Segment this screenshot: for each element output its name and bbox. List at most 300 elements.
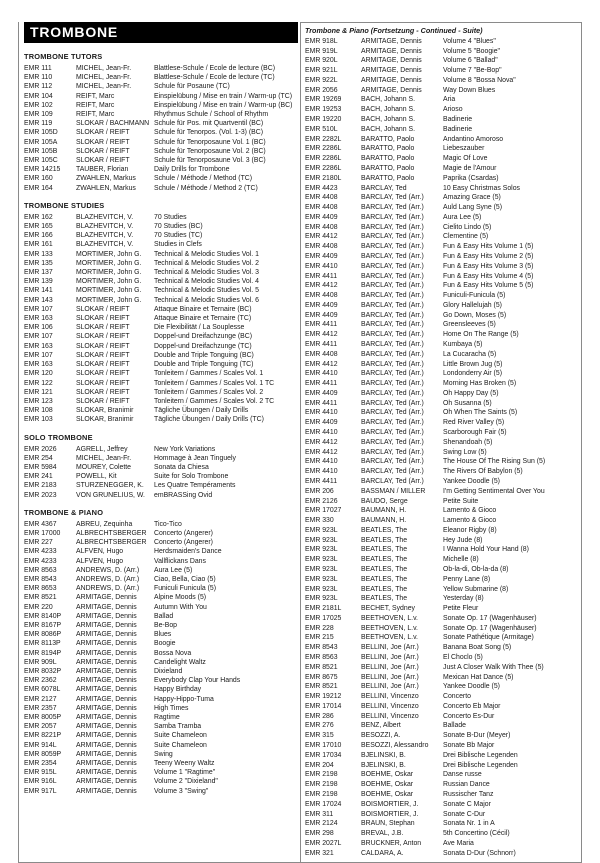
composer-name: BEATLES, The — [361, 546, 408, 554]
catalog-code: EMR 4412 — [305, 360, 338, 368]
piece-title: Magic Of Love — [443, 155, 488, 163]
catalog-code: EMR 4410 — [305, 262, 338, 270]
catalog-code: EMR 107 — [24, 333, 53, 341]
catalog-code: EMR 204 — [305, 761, 334, 769]
right-rows — [305, 37, 578, 859]
catalog-row — [305, 95, 578, 105]
catalog-row — [24, 584, 296, 593]
catalog-code: EMR 2198 — [305, 790, 338, 798]
catalog-row — [305, 37, 578, 47]
piece-title: Red River Valley (5) — [443, 419, 505, 427]
piece-title: Candelight Waltz — [154, 658, 206, 666]
composer-name: BENZ, Albert — [361, 722, 401, 730]
catalog-row — [305, 624, 578, 634]
catalog-code: EMR 8563 — [305, 654, 338, 662]
composer-name: BARCLAY, Ted (Arr.) — [361, 194, 424, 202]
piece-title: Aura Lee (5) — [154, 566, 193, 574]
catalog-code: EMR 17034 — [305, 751, 342, 759]
piece-title: Technical & Melodic Studies Vol. 6 — [154, 296, 259, 304]
catalog-code: EMR 922L — [305, 76, 338, 84]
composer-name: BARCLAY, Ted (Arr.) — [361, 438, 424, 446]
catalog-row — [305, 614, 578, 624]
catalog-code: EMR 119 — [24, 120, 53, 128]
catalog-code: EMR 4367 — [24, 520, 57, 528]
catalog-code: EMR 228 — [305, 624, 334, 632]
catalog-row — [24, 676, 296, 685]
composer-name: ARMITAGE, Dennis — [361, 57, 422, 65]
composer-name: BOEHME, Oskar — [361, 771, 414, 779]
catalog-row — [24, 147, 296, 156]
piece-title: High Times — [154, 704, 189, 712]
catalog-row — [305, 408, 578, 418]
piece-title: Magie de l'Amour — [443, 164, 497, 172]
composer-name: AGRELL, Jeffrey — [76, 445, 128, 453]
composer-name: BEETHOVEN, L.v. — [361, 624, 418, 632]
piece-title: Einspielübung / Mise en train / Warm-up (TC) — [154, 92, 292, 100]
catalog-code: EMR 2056 — [305, 86, 338, 94]
composer-name: BEATLES, The — [361, 595, 408, 603]
composer-name: BARATTO, Paolo — [361, 174, 415, 182]
piece-title: Schule für Pos. mit Quartventil (BC) — [154, 120, 264, 128]
catalog-row — [305, 819, 578, 829]
catalog-code: EMR 923L — [305, 565, 338, 573]
piece-title: The Rivers Of Babylon (5) — [443, 468, 523, 476]
piece-title: Mexican Hat Dance (5) — [443, 673, 514, 681]
piece-title: 70 Studies — [154, 213, 187, 221]
catalog-row — [305, 497, 578, 507]
piece-title: 70 Studies (BC) — [154, 223, 203, 231]
catalog-code: EMR 2198 — [305, 781, 338, 789]
catalog-code: EMR 8543 — [305, 644, 338, 652]
composer-name: BARCLAY, Ted (Arr.) — [361, 252, 424, 260]
composer-name: ARMITAGE, Dennis — [361, 67, 422, 75]
composer-name: BRAUN, Stephan — [361, 820, 415, 828]
composer-name: BARCLAY, Ted (Arr.) — [361, 380, 424, 388]
composer-name: SLOKAR / REIFT — [76, 305, 130, 313]
catalog-code: EMR 161 — [24, 241, 53, 249]
piece-title: Volume 4 "Blues" — [443, 37, 496, 45]
piece-title: Sonate Op. 17 (Wagenhäuser) — [443, 624, 537, 632]
composer-name: SLOKAR / REIFT — [76, 342, 130, 350]
piece-title: Tägliche Übungen / Daily Drills (TC) — [154, 416, 264, 424]
catalog-row — [305, 487, 578, 497]
composer-name: MORTIMER, John G. — [76, 269, 142, 277]
catalog-row — [305, 849, 578, 859]
catalog-row — [24, 639, 296, 648]
composer-name: BARCLAY, Ted (Arr.) — [361, 360, 424, 368]
piece-title: Tonleitern / Gammes / Scales Vol. 1 — [154, 370, 264, 378]
catalog-row — [24, 750, 296, 759]
right-column — [300, 22, 582, 863]
composer-name: BARCLAY, Ted (Arr.) — [361, 350, 424, 358]
composer-name: ARMITAGE, Dennis — [361, 37, 422, 45]
catalog-code: EMR 4410 — [305, 409, 338, 417]
composer-name: ARMITAGE, Dennis — [76, 640, 137, 648]
page-content — [18, 22, 582, 863]
catalog-row — [24, 538, 296, 547]
composer-name: ARMITAGE, Dennis — [76, 612, 137, 620]
composer-name: ALBRECHTSBERGER — [76, 529, 147, 537]
catalog-code: EMR 8221P — [24, 732, 62, 740]
piece-title: Funiculi Funicula (5) — [154, 585, 217, 593]
composer-name: BELLINI, Vincenzo — [361, 693, 419, 701]
catalog-code: EMR 4412 — [305, 331, 338, 339]
catalog-code: EMR 141 — [24, 287, 53, 295]
catalog-code: EMR 4423 — [305, 184, 338, 192]
section-heading: TROMBONE STUDIES — [24, 200, 105, 210]
catalog-code: EMR 105B — [24, 147, 58, 155]
catalog-row — [305, 467, 578, 477]
piece-title: Studies in Clefs — [154, 241, 202, 249]
composer-name: BARCLAY, Ted (Arr.) — [361, 301, 424, 309]
composer-name: BARCLAY, Ted (Arr.) — [361, 419, 424, 427]
composer-name: ARMITAGE, Dennis — [361, 86, 422, 94]
composer-name: MICHEL, Jean-Fr. — [76, 74, 132, 82]
catalog-row — [24, 277, 296, 286]
catalog-code: EMR 923L — [305, 595, 338, 603]
composer-name: BOISMORTIER, J. — [361, 810, 419, 818]
piece-title: Kumbaya (5) — [443, 341, 483, 349]
composer-name: BEATLES, The — [361, 565, 408, 573]
piece-title: Be-Bop — [154, 621, 177, 629]
piece-title: Cielito Lindo (5) — [443, 223, 492, 231]
catalog-row — [24, 165, 296, 174]
catalog-code: EMR 112 — [24, 83, 53, 91]
composer-name: ARMITAGE, Dennis — [76, 723, 137, 731]
page-title: TROMBONE — [24, 22, 298, 43]
piece-title: Shenandoah (5) — [443, 438, 493, 446]
catalog-code: EMR 4233 — [24, 548, 57, 556]
piece-title: Swing — [154, 750, 173, 758]
catalog-row — [305, 663, 578, 673]
catalog-row — [305, 457, 578, 467]
piece-title: Drei Biblische Legenden — [443, 751, 518, 759]
catalog-row — [305, 477, 578, 487]
composer-name: SLOKAR / REIFT — [76, 315, 130, 323]
catalog-row — [24, 520, 296, 529]
catalog-row — [24, 128, 296, 137]
piece-title: Daily Drills for Trombone — [154, 166, 230, 174]
catalog-code: EMR 4409 — [305, 311, 338, 319]
catalog-code: EMR 2198 — [305, 771, 338, 779]
catalog-code: EMR 8194P — [24, 649, 62, 657]
composer-name: SLOKAR / BACHMANN — [76, 120, 150, 128]
catalog-code: EMR 8653 — [24, 585, 57, 593]
piece-title: Attaque Binaire et Ternaire (BC) — [154, 305, 252, 313]
catalog-row — [24, 741, 296, 750]
piece-title: Ballade — [443, 722, 466, 730]
piece-title: Badinerie — [443, 125, 473, 133]
piece-title: Double and Triple Tonguing (BC) — [154, 351, 254, 359]
piece-title: Little Brown Jug (5) — [443, 360, 503, 368]
composer-name: ARMITAGE, Dennis — [76, 594, 137, 602]
catalog-row — [24, 759, 296, 768]
piece-title: Volume 2 "Dixieland" — [154, 778, 218, 786]
catalog-row — [305, 575, 578, 585]
catalog-code: EMR 917L — [24, 787, 57, 795]
catalog-row — [305, 604, 578, 614]
composer-name: BESOZZI, Alessandro — [361, 742, 429, 750]
composer-name: BASSMAN / MILLER — [361, 487, 426, 495]
composer-name: BESOZZI, A. — [361, 732, 401, 740]
catalog-code: EMR 2357 — [24, 704, 57, 712]
catalog-code: EMR 107 — [24, 351, 53, 359]
catalog-code: EMR 4409 — [305, 252, 338, 260]
composer-name: BARCLAY, Ted (Arr.) — [361, 243, 424, 251]
section-heading: SOLO TROMBONE — [24, 432, 93, 442]
composer-name: ARMITAGE, Dennis — [76, 704, 137, 712]
piece-title: Double and Triple Tonguing (TC) — [154, 361, 254, 369]
catalog-code: EMR 330 — [305, 517, 334, 525]
catalog-code: EMR 923L — [305, 585, 338, 593]
composer-name: BEATLES, The — [361, 556, 408, 564]
composer-name: BELLINI, Joe (Arr.) — [361, 683, 419, 691]
catalog-code: EMR 923L — [305, 556, 338, 564]
composer-name: ARMITAGE, Dennis — [76, 778, 137, 786]
catalog-row — [24, 731, 296, 740]
catalog-row — [24, 603, 296, 612]
catalog-code: EMR 110 — [24, 74, 53, 82]
composer-name: ARMITAGE, Dennis — [76, 769, 137, 777]
composer-name: BARCLAY, Ted (Arr.) — [361, 223, 424, 231]
catalog-row — [24, 332, 296, 341]
piece-title: Badinerie — [443, 116, 473, 124]
catalog-code: EMR 4411 — [305, 321, 338, 329]
catalog-row — [24, 342, 296, 351]
left-sections — [24, 52, 296, 796]
piece-title: Oh Happy Day (5) — [443, 389, 499, 397]
section-rows — [24, 445, 296, 500]
catalog-code: EMR 4410 — [305, 458, 338, 466]
catalog-row — [24, 240, 296, 249]
piece-title: Doppel-und Dreifachzunge (TC) — [154, 342, 252, 350]
composer-name: BARCLAY, Ted (Arr.) — [361, 409, 424, 417]
catalog-code: EMR 2126 — [305, 497, 338, 505]
composer-name: BOISMORTIER, J. — [361, 800, 419, 808]
catalog-code: EMR 4233 — [24, 557, 57, 565]
catalog-row — [305, 369, 578, 379]
piece-title: Yellow Submarine (8) — [443, 585, 509, 593]
catalog-row — [24, 259, 296, 268]
composer-name: ABREU, Zequinha — [76, 520, 133, 528]
catalog-code: EMR 2183 — [24, 482, 57, 490]
composer-name: BARCLAY, Ted (Arr.) — [361, 389, 424, 397]
piece-title: Sonate Op. 17 (Wagenhäuser) — [443, 614, 537, 622]
piece-title: Paprika (Csardas) — [443, 174, 499, 182]
catalog-code: EMR 165 — [24, 223, 53, 231]
catalog-row — [24, 630, 296, 639]
composer-name: BOEHME, Oskar — [361, 790, 414, 798]
composer-name: MORTIMER, John G. — [76, 287, 142, 295]
piece-title: Tonleitern / Gammes / Scales Vol. 1 TC — [154, 379, 275, 387]
piece-title: Volume 7 "Be-Bop" — [443, 67, 502, 75]
catalog-row — [305, 829, 578, 839]
piece-title: Suite for Solo Trombone — [154, 473, 229, 481]
piece-title: Happy Birthday — [154, 686, 202, 694]
catalog-row — [305, 86, 578, 96]
catalog-code: EMR 19253 — [305, 106, 342, 114]
composer-name: REIFT, Marc — [76, 101, 115, 109]
catalog-code: EMR 2057 — [24, 723, 57, 731]
catalog-row — [24, 547, 296, 556]
composer-name: SLOKAR / REIFT — [76, 324, 130, 332]
catalog-row — [24, 296, 296, 305]
piece-title: Yesterday (8) — [443, 595, 484, 603]
catalog-row — [305, 692, 578, 702]
composer-name: MICHEL, Jean-Fr. — [76, 65, 132, 72]
composer-name: ARMITAGE, Dennis — [76, 649, 137, 657]
composer-name: ANDREWS, D. (Arr.) — [76, 575, 140, 583]
piece-title: I Wanna Hold Your Hand (8) — [443, 546, 529, 554]
piece-title: Vallflickans Dans — [154, 557, 206, 565]
catalog-code: EMR 923L — [305, 546, 338, 554]
piece-title: Suite Chameleon — [154, 741, 207, 749]
composer-name: ARMITAGE, Dennis — [361, 76, 422, 84]
catalog-row — [305, 242, 578, 252]
composer-name: BARCLAY, Ted (Arr.) — [361, 262, 424, 270]
piece-title: I'm Getting Sentimental Over You — [443, 487, 545, 495]
composer-name: ARMITAGE, Dennis — [76, 714, 137, 721]
catalog-row — [305, 721, 578, 731]
piece-title: Happy-Hippo-Tuma — [154, 695, 214, 703]
piece-title: Petite Fleur — [443, 605, 479, 613]
piece-title: emBRASSing Ovid — [154, 491, 213, 499]
catalog-row — [305, 702, 578, 712]
catalog-code: EMR 8140P — [24, 612, 62, 620]
catalog-row — [24, 213, 296, 222]
composer-name: BEATLES, The — [361, 536, 408, 544]
composer-name: BLAZHEVITCH, V. — [76, 241, 134, 249]
piece-title: Technical & Melodic Studies Vol. 2 — [154, 259, 259, 267]
catalog-code: EMR 919L — [305, 47, 338, 55]
composer-name: BAUMANN, H. — [361, 507, 407, 515]
catalog-row — [305, 281, 578, 291]
catalog-code: EMR 920L — [305, 57, 338, 65]
catalog-code: EMR 163 — [24, 342, 53, 350]
composer-name: BELLINI, Joe (Arr.) — [361, 654, 419, 662]
piece-title: Lamento & Gioco — [443, 517, 497, 525]
piece-title: Everybody Clap Your Hands — [154, 677, 241, 685]
catalog-row — [305, 164, 578, 174]
piece-title: Schule für Tenorposaune Vol. 2 (BC) — [154, 147, 266, 155]
catalog-code: EMR 4412 — [305, 233, 338, 241]
composer-name: ALFVEN, Hugo — [76, 548, 124, 556]
piece-title: Drei Biblische Legenden — [443, 761, 518, 769]
composer-name: TAUBER, Florian — [76, 166, 129, 174]
piece-title: Tägliche Übungen / Daily Drills — [154, 407, 249, 415]
catalog-row — [305, 232, 578, 242]
piece-title: La Cucaracha (5) — [443, 350, 497, 358]
piece-title: 70 Studies (TC) — [154, 232, 203, 240]
composer-name: BARCLAY, Ted (Arr.) — [361, 282, 424, 290]
catalog-row — [24, 529, 296, 538]
composer-name: ARMITAGE, Dennis — [76, 603, 137, 611]
piece-title: Swing Low (5) — [443, 448, 487, 456]
composer-name: MICHEL, Jean-Fr. — [76, 83, 132, 91]
piece-title: Auld Lang Syne (5) — [443, 204, 502, 212]
composer-name: BECHET, Sydney — [361, 605, 415, 613]
catalog-code: EMR 137 — [24, 269, 53, 277]
piece-title: Blues — [154, 631, 172, 639]
catalog-row — [24, 768, 296, 777]
catalog-row — [24, 704, 296, 713]
piece-title: Sonata Nr. 1 in A — [443, 820, 495, 828]
composer-name: BARCLAY, Ted (Arr.) — [361, 448, 424, 456]
piece-title: Teeny Weeny Waltz — [154, 760, 215, 768]
catalog-code: EMR 8521 — [305, 663, 338, 671]
catalog-code: EMR 315 — [305, 732, 334, 740]
piece-title: Attaque Binaire et Ternaire (TC) — [154, 315, 252, 323]
composer-name: BARCLAY, Ted (Arr.) — [361, 399, 424, 407]
catalog-row — [24, 667, 296, 676]
catalog-row — [24, 787, 296, 796]
section-heading: TROMBONE & PIANO — [24, 507, 104, 517]
section-rows — [24, 64, 296, 193]
composer-name: ARMITAGE, Dennis — [76, 741, 137, 749]
catalog-code: EMR 2124 — [305, 820, 338, 828]
composer-name: ARMITAGE, Dennis — [76, 621, 137, 629]
catalog-code: EMR 2362 — [24, 677, 57, 685]
piece-title: Schule / Méthode / Method 2 (TC) — [154, 184, 258, 192]
catalog-row — [24, 722, 296, 731]
piece-title: Funiculi-Funicula (5) — [443, 292, 506, 300]
composer-name: ARMITAGE, Dennis — [76, 631, 137, 639]
catalog-row — [305, 135, 578, 145]
catalog-row — [24, 695, 296, 704]
catalog-code: EMR 17025 — [305, 614, 342, 622]
catalog-row — [24, 557, 296, 566]
catalog-code: EMR 107 — [24, 305, 53, 313]
piece-title: New York Variations — [154, 445, 216, 453]
catalog-code: EMR 916L — [24, 778, 57, 786]
piece-title: Aria — [443, 96, 456, 104]
composer-name: MOUREY, Colette — [76, 463, 132, 471]
catalog-code: EMR 4409 — [305, 213, 338, 221]
catalog-code: EMR 4410 — [305, 370, 338, 378]
catalog-code: EMR 4411 — [305, 399, 338, 407]
catalog-code: EMR 215 — [305, 634, 334, 642]
composer-name: REIFT, Marc — [76, 92, 115, 100]
catalog-code: EMR 102 — [24, 101, 53, 109]
catalog-row — [24, 379, 296, 388]
piece-title: Suite Chameleon — [154, 732, 207, 740]
catalog-code: EMR 166 — [24, 232, 53, 240]
composer-name: ARMITAGE, Dennis — [76, 658, 137, 666]
piece-title: Sonata D-Dur (Schnorr) — [443, 849, 516, 857]
piece-title: Technical & Melodic Studies Vol. 5 — [154, 287, 259, 295]
catalog-code: EMR 918L — [305, 37, 338, 45]
composer-name: BARCLAY, Ted (Arr.) — [361, 468, 424, 476]
catalog-code: EMR 17000 — [24, 529, 61, 537]
composer-name: BACH, Johann S. — [361, 96, 416, 104]
catalog-row — [305, 340, 578, 350]
composer-name: BACH, Johann S. — [361, 106, 416, 114]
catalog-code: EMR 2181L — [305, 605, 342, 613]
catalog-row — [305, 751, 578, 761]
piece-title: Russian Dance — [443, 781, 490, 789]
catalog-row — [24, 231, 296, 240]
catalog-code: EMR 510L — [305, 125, 338, 133]
piece-title: Sonate Pathétique (Armitage) — [443, 634, 534, 642]
piece-title: 10 Easy Christmas Solos — [443, 184, 520, 192]
catalog-code: EMR 162 — [24, 213, 53, 221]
catalog-code: EMR 8059P — [24, 750, 62, 758]
piece-title: Fun & Easy Hits Volume 5 (5) — [443, 282, 534, 290]
composer-name: BEATLES, The — [361, 526, 408, 534]
catalog-code: EMR 2354 — [24, 760, 57, 768]
catalog-code: EMR 4410 — [305, 429, 338, 437]
piece-title: Banana Boat Song (5) — [443, 644, 512, 652]
